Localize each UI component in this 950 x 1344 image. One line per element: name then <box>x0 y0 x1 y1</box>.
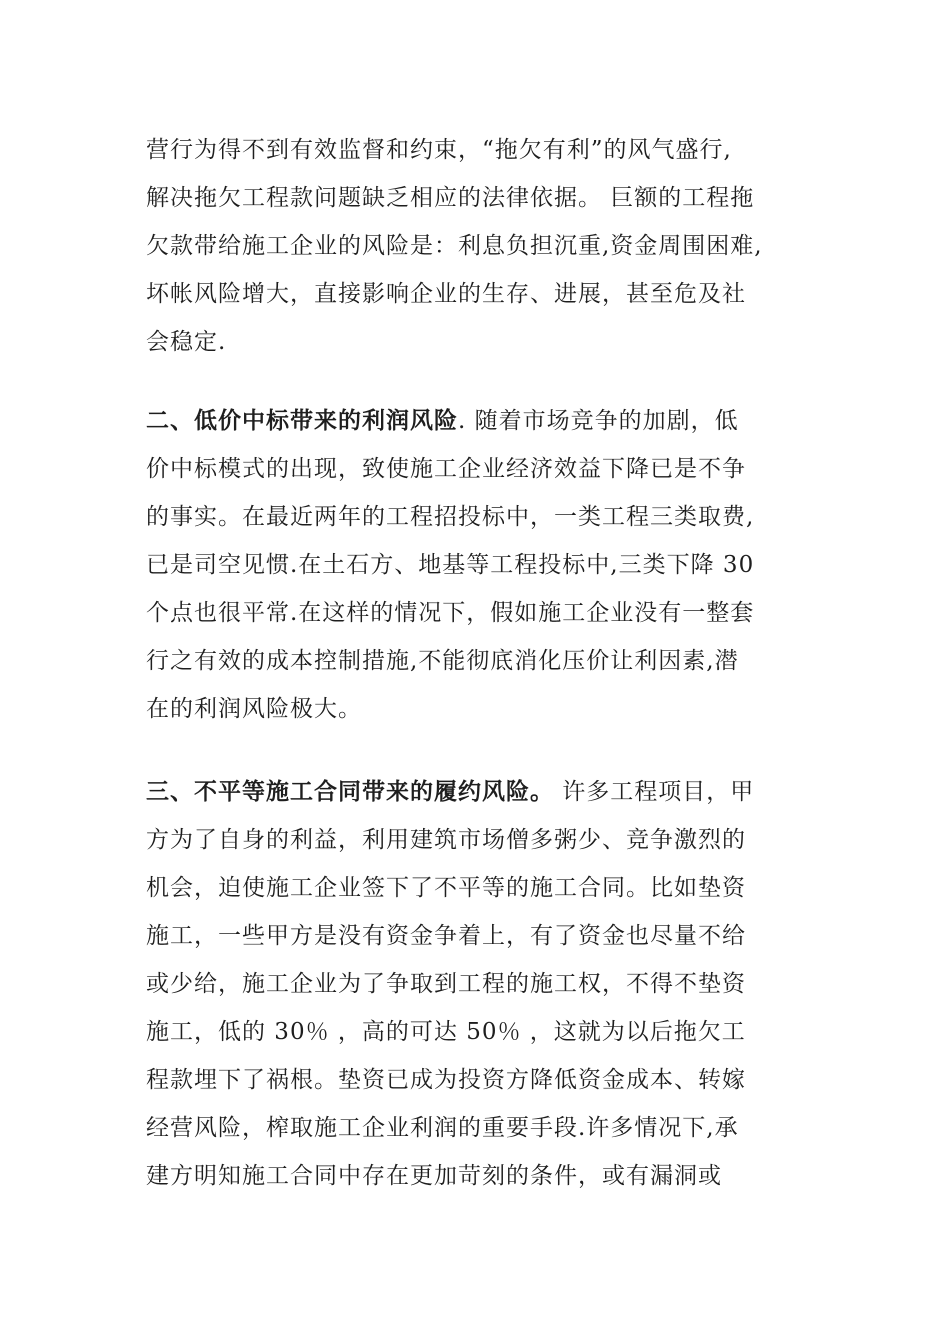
text-line: 已是司空见惯.在土石方、地基等工程投标中,三类下降 30 <box>146 552 755 578</box>
text-line: 的事实。在最近两年的工程招投标中，一类工程三类取费, <box>146 504 755 530</box>
text-line <box>146 397 826 445</box>
text-line: 营行为得不到有效监督和约束，“拖欠有利”的风气盛行, <box>146 137 732 163</box>
text-line: 施工，一些甲方是没有资金争着上，有了资金也尽量不给 <box>146 923 746 949</box>
text-line: 程款埋下了祸根。垫资已成为投资方降低资金成本、转嫁 <box>146 1067 746 1093</box>
text-line: 方为了自身的利益，利用建筑市场僧多粥少、竞争激烈的 <box>146 827 746 853</box>
paragraph-contract-risk <box>146 768 826 1200</box>
text-line: 施工，低的 30％ ，高的可达 50％ ，这就为以后拖欠工 <box>146 1019 746 1045</box>
heading-continuation: 许多工程项目，甲 <box>554 779 755 805</box>
text-line: 经营风险，榨取施工企业利润的重要手段.许多情况下,承 <box>146 1115 739 1141</box>
section-heading: 三、不平等施工合同带来的履约风险。 <box>146 779 554 805</box>
text-line: 个点也很平常.在这样的情况下，假如施工企业没有一整套 <box>146 600 755 626</box>
section-heading: 二、低价中标带来的利润风险 <box>146 408 458 434</box>
text-line: 价中标模式的出现，致使施工企业经济效益下降已是不争 <box>146 456 746 482</box>
paragraph-low-bid-risk <box>146 397 826 733</box>
text-line: 坏帐风险增大，直接影响企业的生存、进展，甚至危及社 <box>146 281 746 307</box>
text-line: 欠款带给施工企业的风险是：利息负担沉重,资金周围困难, <box>146 233 763 259</box>
text-line: 或少给，施工企业为了争取到工程的施工权，不得不垫资 <box>146 971 746 997</box>
text-line: 机会，迫使施工企业签下了不平等的施工合同。比如垫资 <box>146 875 746 901</box>
heading-continuation: . 随着市场竞争的加剧，低 <box>458 408 739 434</box>
paragraph-arrears-risk <box>146 126 826 366</box>
text-line <box>146 768 826 816</box>
text-line: 在的利润风险极大。 <box>146 696 362 722</box>
text-line: 解决拖欠工程款问题缺乏相应的法律依据。 巨额的工程拖 <box>146 185 755 211</box>
text-line: 会稳定. <box>146 329 227 355</box>
text-line: 行之有效的成本控制措施,不能彻底消化压价让利因素,潜 <box>146 648 739 674</box>
text-line: 建方明知施工合同中存在更加苛刻的条件，或有漏洞或 <box>146 1163 722 1189</box>
